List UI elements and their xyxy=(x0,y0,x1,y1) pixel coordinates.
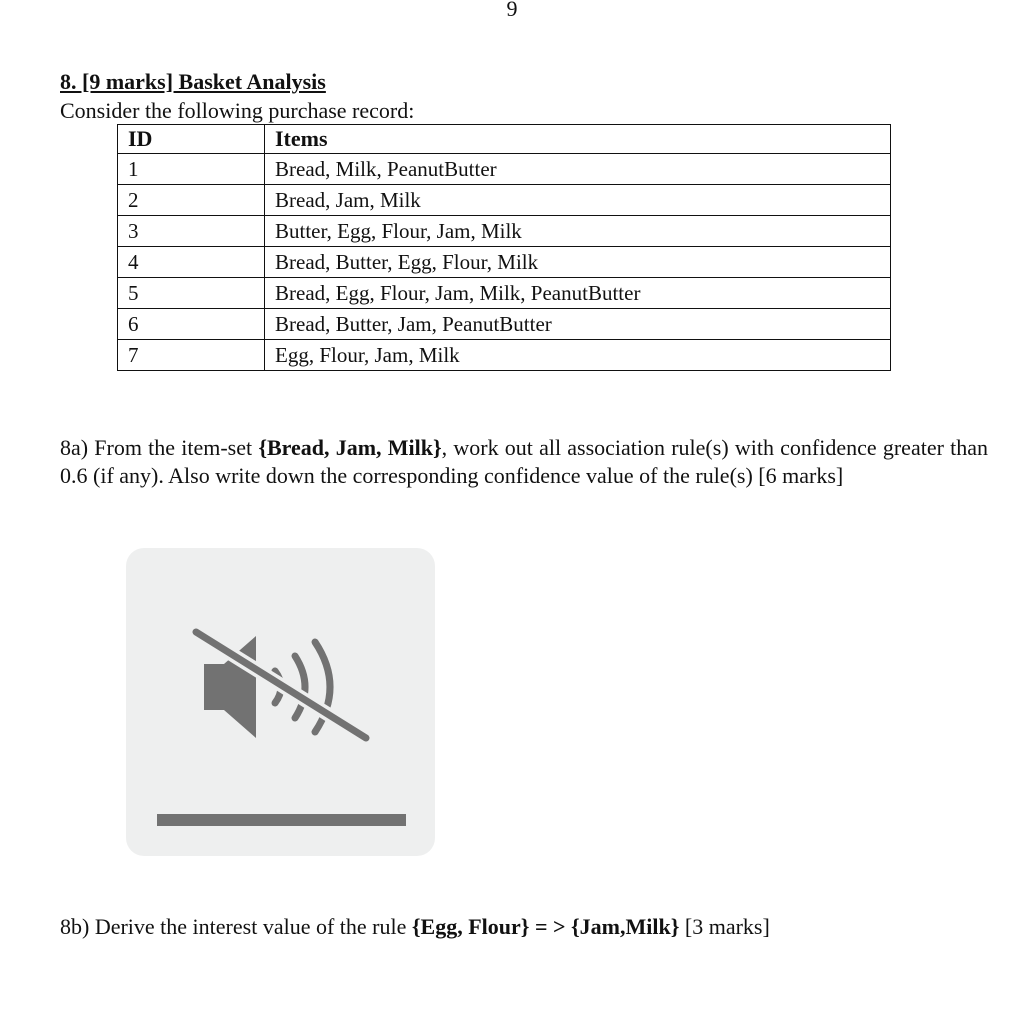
table-row xyxy=(118,340,891,371)
row-items: Bread, Butter, Jam, PeanutButter xyxy=(265,309,891,340)
row-items: Bread, Milk, PeanutButter xyxy=(265,154,891,185)
row-id: 5 xyxy=(118,278,265,309)
row-id: 6 xyxy=(118,309,265,340)
header-id: ID xyxy=(118,125,265,154)
table-header-row xyxy=(118,125,891,154)
table-row xyxy=(118,185,891,216)
media-progress-bar[interactable] xyxy=(157,814,406,826)
table-row xyxy=(118,278,891,309)
table-row xyxy=(118,216,891,247)
speaker-muted-icon xyxy=(190,626,370,756)
header-items: Items xyxy=(265,125,891,154)
table-row xyxy=(118,247,891,278)
question-intro: Consider the following purchase record: xyxy=(60,98,415,123)
purchase-record-table xyxy=(117,124,891,371)
q8b-rule: {Egg, Flour} = > {Jam,Milk} xyxy=(411,914,680,939)
row-id: 3 xyxy=(118,216,265,247)
q8a-prefix: 8a) From the item-set xyxy=(60,435,259,460)
q8b-prefix: 8b) Derive the interest value of the rule xyxy=(60,914,412,939)
row-items: Egg, Flour, Jam, Milk xyxy=(265,340,891,371)
row-id: 4 xyxy=(118,247,265,278)
q8a-itemset: {Bread, Jam, Milk} xyxy=(258,435,442,460)
row-id: 1 xyxy=(118,154,265,185)
row-items: Bread, Jam, Milk xyxy=(265,185,891,216)
question-heading: 8. [9 marks] Basket Analysis xyxy=(60,69,326,94)
q8a-suffix: , work out all association rule(s) with confidence greater than 0.6 (if any). Also write down the corresponding confidence value of the rule(s) [6 marks] xyxy=(60,435,988,488)
q8b-suffix: [3 marks] xyxy=(679,914,770,939)
question-8a xyxy=(60,434,988,490)
muted-media-placeholder[interactable] xyxy=(126,548,435,856)
table-row xyxy=(118,154,891,185)
row-items: Butter, Egg, Flour, Jam, Milk xyxy=(265,216,891,247)
question-8b xyxy=(60,914,770,940)
row-items: Bread, Egg, Flour, Jam, Milk, PeanutButter xyxy=(265,278,891,309)
page-number: 9 xyxy=(506,0,518,21)
row-items: Bread, Butter, Egg, Flour, Milk xyxy=(265,247,891,278)
table-row xyxy=(118,309,891,340)
row-id: 7 xyxy=(118,340,265,371)
row-id: 2 xyxy=(118,185,265,216)
